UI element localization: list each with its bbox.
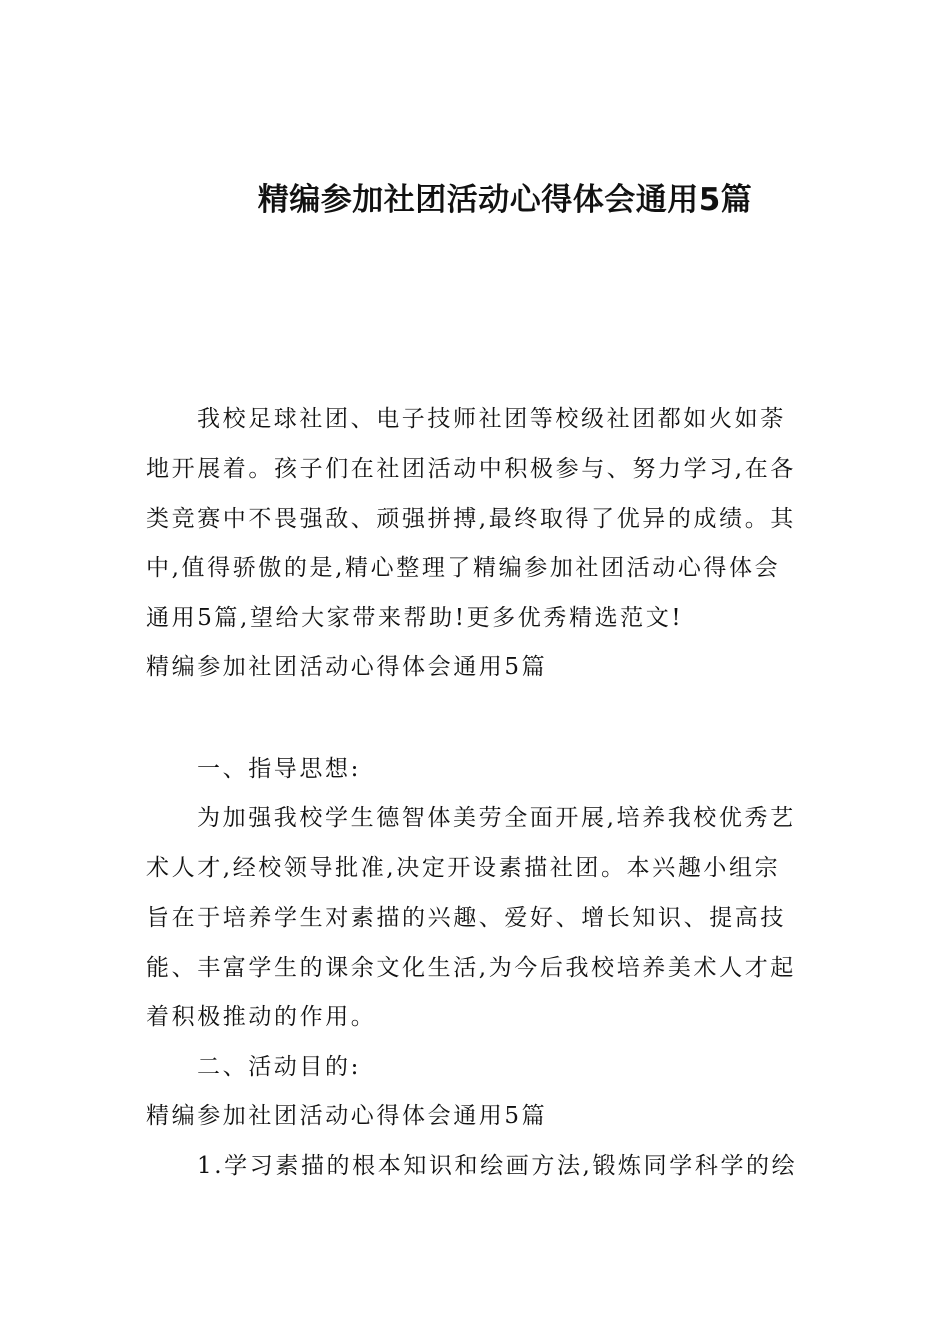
list-item: 1.学习素描的根本知识和绘画方法,锻炼同学科学的绘 <box>197 1153 798 1179</box>
section-heading: 一、指导思想: <box>197 756 361 782</box>
section-line: 能、丰富学生的课余文化生活,为今后我校培养美术人才起 <box>146 955 796 981</box>
section-line: 旨在于培养学生对素描的兴趣、爱好、增长知识、提高技 <box>146 905 786 931</box>
intro-line: 通用5篇,望给大家带来帮助!更多优秀精选范文! <box>146 605 684 631</box>
section-line: 术人才,经校领导批准,决定开设素描社团。本兴趣小组宗 <box>146 855 781 881</box>
intro-line: 中,值得骄傲的是,精心整理了精编参加社团活动心得体会 <box>146 555 781 581</box>
section-line: 着积极推动的作用。 <box>146 1004 377 1030</box>
subtitle-repeat: 精编参加社团活动心得体会通用5篇 <box>146 1103 548 1129</box>
section-line: 为加强我校学生德智体美劳全面开展,培养我校优秀艺 <box>197 805 796 831</box>
document-title: 精编参加社团活动心得体会通用5篇 <box>257 182 753 218</box>
intro-line: 类竞赛中不畏强敌、顽强拼搏,最终取得了优异的成绩。其 <box>146 506 796 532</box>
intro-line: 我校足球社团、电子技师社团等校级社团都如火如荼 <box>197 406 786 432</box>
section-heading: 二、活动目的: <box>197 1054 361 1080</box>
intro-line: 地开展着。孩子们在社团活动中积极参与、努力学习,在各 <box>146 456 796 482</box>
subtitle-repeat: 精编参加社团活动心得体会通用5篇 <box>146 654 548 680</box>
